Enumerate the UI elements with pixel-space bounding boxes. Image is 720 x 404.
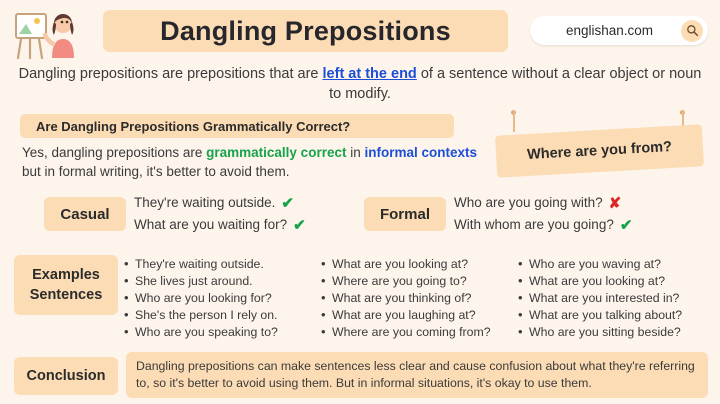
sign-board — [495, 124, 704, 177]
formal-examples — [454, 192, 694, 236]
list-item: • What are you looking at? — [518, 273, 715, 290]
examples-label-line1: Examples — [32, 267, 100, 283]
casual-example-2 — [134, 214, 344, 236]
conclusion-label: Conclusion — [14, 357, 118, 395]
list-item: • Who are you speaking to? — [124, 324, 321, 341]
examples-label-line2: Sentences — [29, 287, 103, 303]
formal-example-1 — [454, 192, 694, 214]
hanging-sign — [492, 110, 708, 180]
formal-example-2 — [454, 214, 694, 236]
answer-highlight-2: informal contexts — [364, 145, 478, 160]
question-banner — [20, 114, 454, 138]
question-banner-text: Are Dangling Prepositions Grammatically Correct? — [36, 118, 351, 134]
list-item: • She lives just around. — [124, 273, 321, 290]
formal-example-1-text: Who are you going with? — [454, 195, 603, 210]
list-item: • What are you thinking of? — [321, 290, 518, 307]
intro-text-before: Dangling prepositions are prepositions that are — [18, 66, 323, 82]
intro-highlight: left at the end — [322, 66, 417, 82]
list-item: • Who are you waving at? — [518, 256, 715, 273]
cross-icon: ✘ — [608, 195, 622, 212]
answer-part-2: in — [346, 145, 365, 160]
answer-part-3: but in formal writing, it's better to avoid them. — [22, 164, 290, 179]
casual-example-2-text: What are you waiting for? — [134, 217, 288, 232]
casual-example-1-text: They're waiting outside. — [134, 195, 276, 210]
list-item: • What are you laughing at? — [321, 307, 518, 324]
examples-column-2 — [321, 256, 518, 341]
question-answer — [22, 143, 492, 181]
list-item: • Where are you going to? — [321, 273, 518, 290]
list-item: • She's the person I rely on. — [124, 307, 321, 324]
examples-label — [14, 255, 118, 315]
list-item: • What are you interested in? — [518, 290, 715, 307]
check-icon: ✔ — [293, 217, 306, 234]
girl-painting-easel-icon — [10, 8, 92, 60]
search-icon[interactable] — [681, 20, 703, 42]
header — [0, 6, 720, 58]
list-item: • Who are you looking for? — [124, 290, 321, 307]
sign-rope-left-icon — [513, 110, 515, 132]
casual-formal-row — [0, 190, 720, 240]
formal-label: Formal — [364, 197, 446, 231]
list-item: • Where are you coming from? — [321, 324, 518, 341]
conclusion-text: Dangling prepositions can make sentences less clear and cause confusion about what they're referring to, so it's better to avoid using them. But in informal situations, it's okay to use them. — [126, 352, 708, 398]
casual-label: Casual — [44, 197, 126, 231]
casual-example-1 — [134, 192, 344, 214]
check-icon: ✔ — [619, 217, 633, 234]
sign-board-text: Where are you from? — [526, 138, 673, 164]
examples-column-3 — [518, 256, 715, 341]
answer-highlight-1: grammatically correct — [206, 145, 347, 160]
brand-name: englishan.com — [565, 23, 654, 38]
formal-example-2-text: With whom are you going? — [454, 217, 614, 232]
brand-badge[interactable] — [530, 16, 708, 45]
casual-examples — [134, 192, 344, 236]
list-item: • What are you talking about? — [518, 307, 715, 324]
intro-paragraph — [12, 64, 708, 104]
list-item: • They're waiting outside. — [124, 256, 321, 273]
intro-text-after: of a sentence without a clear object or noun to modify. — [329, 66, 702, 102]
list-item: • Who are you sitting beside? — [518, 324, 715, 341]
answer-part-1: Yes, dangling prepositions are — [22, 145, 207, 160]
examples-column-1 — [124, 256, 321, 341]
page-title — [103, 10, 508, 52]
list-item: • What are you looking at? — [321, 256, 518, 273]
check-icon: ✔ — [281, 195, 294, 212]
examples-columns — [124, 256, 716, 341]
page-title-text: Dangling Prepositions — [160, 15, 451, 46]
